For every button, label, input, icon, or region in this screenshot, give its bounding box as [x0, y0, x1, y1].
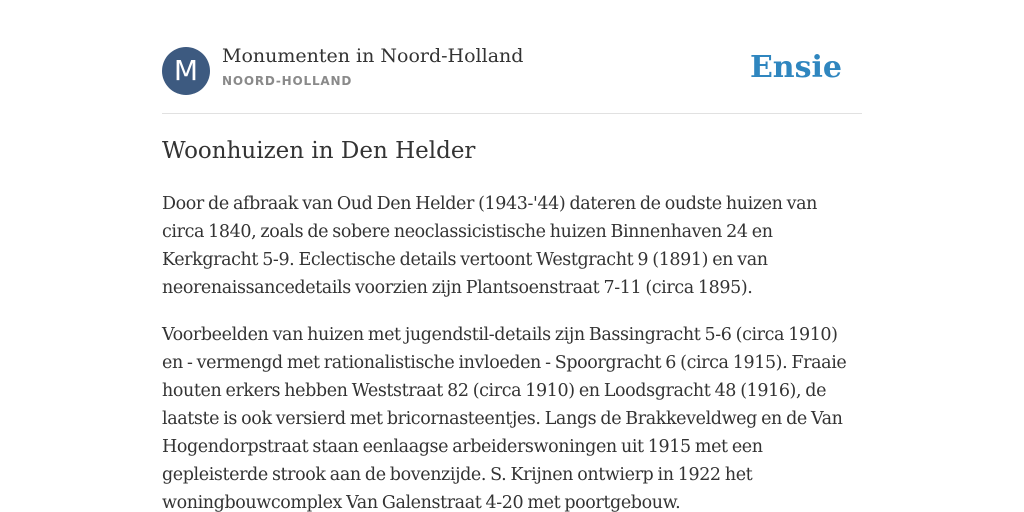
ensie-logo[interactable]: Ensie — [749, 50, 842, 85]
channel-region: NOORD-HOLLAND — [222, 74, 353, 88]
article-body — [162, 190, 862, 512]
content-container — [162, 0, 862, 512]
channel-header — [162, 0, 862, 114]
article-paragraph: Door de afbraak van Oud Den Helder (1943-'44) dateren de oudste huizen van circa 1840, zoals de sobere neoclassicistische huizen Binnenhaven 24 en Kerkgracht 5-9. Eclectische details vertoont Westgracht 9 (1891) en van neorenaissancedetails voorzien zijn Plantsoenstraat 7-11 (circa 1895). — [162, 194, 818, 298]
article-title: Woonhuizen in Den Helder — [162, 138, 476, 164]
channel-name-link[interactable]: Monumenten in Noord-Holland — [222, 45, 524, 67]
article-paragraph: Voorbeelden van huizen met jugendstil-details zijn Bassingracht 5-6 (circa 1910) en - vermengd met rationalistische invloeden - Spoorgracht 6 (circa 1915). Fraaie houten erkers hebben Weststraat 82 (circa 1910) en Loodsgracht 48 (1916), de laatste is ook versierd met bricornasteentjes. Langs de Brakkeveldweg en de Van Hogendorpstraat staan eenlaagse arbeiderswoningen uit 1915 met een gepleisterde strook aan de bovenzijde. S. Krijnen ontwierp in 1922 het woningbouwcomplex Van Galenstraat 4-20 met poortgebouw. — [162, 325, 847, 512]
avatar[interactable]: M — [162, 47, 210, 95]
